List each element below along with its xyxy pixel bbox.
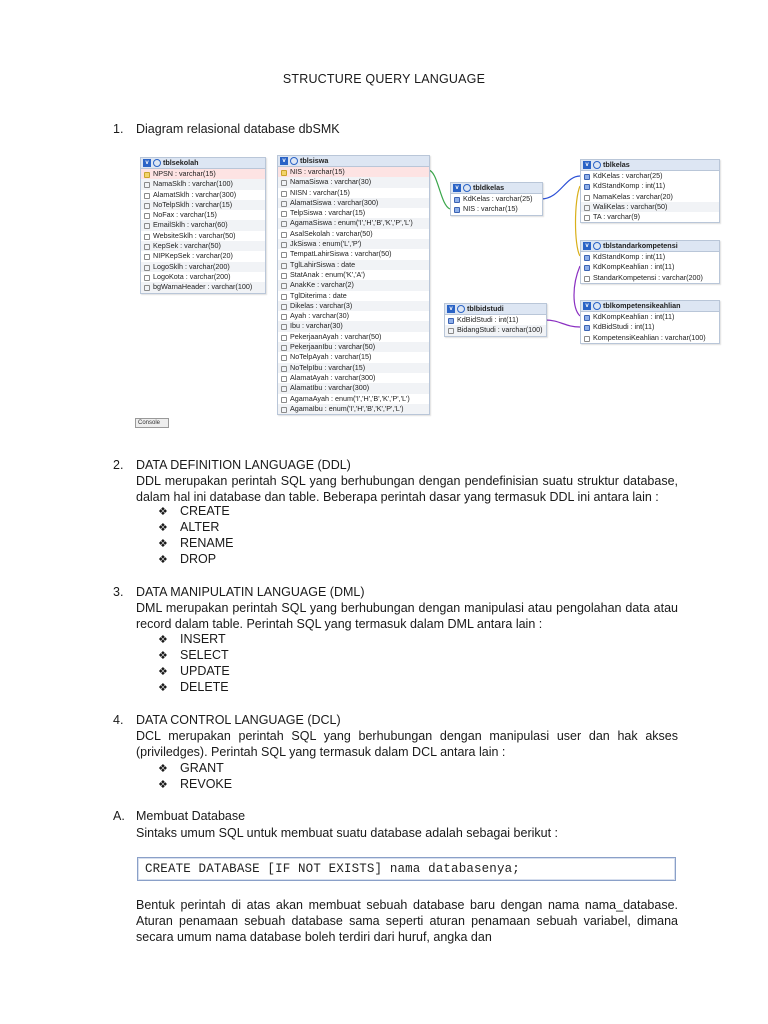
options-icon[interactable] bbox=[463, 184, 471, 192]
er-table-header[interactable] bbox=[581, 160, 719, 171]
er-field-row bbox=[278, 280, 429, 290]
field-icon bbox=[281, 211, 287, 217]
field-icon bbox=[281, 263, 287, 269]
diamond-bullet-icon: ❖ bbox=[158, 634, 168, 646]
field-icon bbox=[281, 366, 287, 372]
er-field-row bbox=[581, 312, 719, 322]
foreign-key-icon bbox=[584, 265, 590, 271]
foreign-key-icon bbox=[454, 207, 460, 213]
er-field-label: NIS : varchar(15) bbox=[290, 167, 345, 176]
er-field-row bbox=[278, 167, 429, 177]
er-field-row bbox=[141, 220, 265, 230]
primary-key-icon bbox=[281, 170, 287, 176]
foreign-key-icon bbox=[584, 315, 590, 321]
er-field-label: StatAnak : enum('K','A') bbox=[290, 269, 365, 279]
er-field-label: NIS : varchar(15) bbox=[463, 204, 518, 214]
er-table-name: tblbidstudi bbox=[467, 304, 504, 313]
options-icon[interactable] bbox=[457, 305, 465, 313]
diamond-bullet-icon: ❖ bbox=[158, 522, 168, 534]
er-field-row bbox=[581, 273, 719, 283]
section-a-text: Sintaks umum SQL untuk membuat suatu database adalah sebagai berikut : bbox=[136, 826, 559, 840]
section-number: 4. bbox=[113, 713, 124, 727]
section-3-heading bbox=[113, 585, 365, 599]
section-number: A. bbox=[113, 809, 125, 823]
list-item: ❖ CREATE bbox=[158, 504, 230, 518]
er-field-row bbox=[278, 291, 429, 301]
er-field-label: KdKompKeahlian : int(11) bbox=[593, 312, 675, 321]
er-field-row bbox=[581, 192, 719, 202]
er-table-header[interactable] bbox=[278, 156, 429, 167]
er-table-tblsiswa[interactable] bbox=[277, 155, 430, 415]
er-field-row bbox=[278, 218, 429, 228]
er-field-label: AlamatSiswa : varchar(300) bbox=[290, 197, 379, 207]
foreign-key-icon bbox=[584, 174, 590, 180]
er-field-row bbox=[581, 212, 719, 222]
er-table-name: tblkelas bbox=[603, 160, 630, 169]
collapse-toggle-icon[interactable]: v bbox=[280, 157, 288, 165]
options-icon[interactable] bbox=[593, 302, 601, 310]
er-field-row bbox=[278, 394, 429, 404]
er-field-label: AsalSekolah : varchar(50) bbox=[290, 228, 373, 238]
field-icon bbox=[144, 182, 150, 188]
er-field-row bbox=[278, 383, 429, 393]
er-table-tblsekolah[interactable] bbox=[140, 157, 266, 294]
field-icon bbox=[584, 215, 590, 221]
er-diagram bbox=[0, 0, 768, 440]
section-4-text: DCL merupakan perintah SQL yang berhubungan dengan manipulasi user dan hak akses (priviledges). Perintah SQL yang termasuk dalam DCL antara lain : bbox=[136, 729, 678, 759]
field-icon bbox=[144, 203, 150, 209]
er-field-row bbox=[278, 229, 429, 239]
er-table-header[interactable] bbox=[451, 183, 542, 194]
field-icon bbox=[584, 195, 590, 201]
er-table-header[interactable] bbox=[581, 301, 719, 312]
er-field-label: KdKelas : varchar(25) bbox=[463, 194, 533, 203]
er-field-row bbox=[278, 373, 429, 383]
field-icon bbox=[448, 328, 454, 334]
er-field-row bbox=[451, 204, 542, 214]
field-icon bbox=[281, 304, 287, 310]
er-field-label: Ayah : varchar(30) bbox=[290, 311, 349, 321]
er-field-row bbox=[278, 301, 429, 311]
er-field-row bbox=[141, 241, 265, 251]
er-field-row bbox=[278, 352, 429, 362]
field-icon bbox=[281, 294, 287, 300]
er-table-name: tbldkelas bbox=[473, 183, 505, 192]
er-table-tbldkelas[interactable] bbox=[450, 182, 543, 216]
er-field-label: LogoKota : varchar(200) bbox=[153, 271, 231, 281]
er-field-row bbox=[581, 252, 719, 262]
er-field-row bbox=[278, 249, 429, 259]
er-field-label: NPSN : varchar(15) bbox=[153, 169, 216, 178]
options-icon[interactable] bbox=[593, 161, 601, 169]
foreign-key-icon bbox=[584, 184, 590, 190]
diamond-bullet-icon: ❖ bbox=[158, 763, 168, 775]
list-item: ❖ DROP bbox=[158, 552, 217, 566]
field-icon bbox=[281, 345, 287, 351]
section-3-text: DML merupakan perintah SQL yang berhubungan dengan manipulasi atau pengolahan data atau record dalam table. Perintah SQL yang termasuk dalam DML antara lain : bbox=[136, 601, 678, 631]
field-icon bbox=[281, 283, 287, 289]
list-item: ❖ ALTER bbox=[158, 520, 220, 534]
field-icon bbox=[584, 336, 590, 342]
primary-key-icon bbox=[144, 172, 150, 178]
er-field-row bbox=[141, 179, 265, 189]
er-field-row bbox=[278, 404, 429, 414]
er-field-row bbox=[141, 210, 265, 220]
field-icon bbox=[281, 252, 287, 258]
section-number: 2. bbox=[113, 458, 124, 472]
section-2-heading bbox=[113, 458, 351, 472]
er-field-row bbox=[451, 194, 542, 204]
er-field-label: TglDiterima : date bbox=[290, 290, 347, 300]
list-item: ❖ DELETE bbox=[158, 680, 229, 694]
er-field-label: TelpSiswa : varchar(15) bbox=[290, 208, 366, 218]
er-field-label: TglLahirSiswa : date bbox=[290, 259, 356, 269]
field-icon bbox=[144, 213, 150, 219]
field-icon bbox=[281, 335, 287, 341]
er-field-label: KepSek : varchar(50) bbox=[153, 241, 221, 251]
collapse-toggle-icon[interactable]: v bbox=[583, 161, 591, 169]
er-table-tblkompetensikeahlian[interactable] bbox=[580, 300, 720, 344]
page-title: STRUCTURE QUERY LANGUAGE bbox=[282, 72, 486, 86]
er-field-label: KdBidStudi : int(11) bbox=[593, 322, 655, 332]
dml-command-list bbox=[158, 631, 230, 695]
er-field-row bbox=[278, 311, 429, 321]
relation-dkelas-kelas bbox=[541, 176, 580, 199]
collapse-toggle-icon[interactable]: v bbox=[583, 302, 591, 310]
er-table-header[interactable] bbox=[581, 241, 719, 252]
er-field-label: PekerjaanIbu : varchar(50) bbox=[290, 342, 376, 352]
er-field-label: NamaSiswa : varchar(30) bbox=[290, 177, 372, 187]
er-field-label: KdBidStudi : int(11) bbox=[457, 315, 519, 324]
er-field-label: NoTelpIbu : varchar(15) bbox=[290, 362, 366, 372]
er-field-row bbox=[581, 171, 719, 181]
section-number: 1. bbox=[113, 122, 124, 136]
foreign-key-icon bbox=[454, 197, 460, 203]
section-title: Diagram relasional database dbSMK bbox=[136, 122, 340, 136]
diamond-bullet-icon: ❖ bbox=[158, 650, 168, 662]
field-icon bbox=[281, 397, 287, 403]
er-field-label: KdStandKomp : int(11) bbox=[593, 181, 666, 191]
diamond-bullet-icon: ❖ bbox=[158, 554, 168, 566]
er-field-label: AlamatAyah : varchar(300) bbox=[290, 372, 376, 382]
section-2-text: DDL merupakan perintah SQL yang berhubungan dengan pendefinisian suatu struktur database, dalam hal ini database dan table. Beberapa perintah dasar yang termasuk DDL ini antara lain : bbox=[136, 474, 678, 504]
foreign-key-icon bbox=[584, 255, 590, 261]
field-icon bbox=[144, 275, 150, 281]
er-field-label: AnakKe : varchar(2) bbox=[290, 280, 354, 290]
field-icon bbox=[584, 205, 590, 211]
field-icon bbox=[281, 242, 287, 248]
er-field-label: BidangStudi : varchar(100) bbox=[457, 325, 543, 335]
er-field-label: Dikelas : varchar(3) bbox=[290, 300, 353, 310]
er-field-label: StandarKompetensi : varchar(200) bbox=[593, 272, 703, 282]
section-title: Membuat Database bbox=[136, 809, 246, 823]
er-field-row bbox=[141, 169, 265, 179]
er-field-label: KompetensiKeahlian : varchar(100) bbox=[593, 332, 706, 342]
er-field-label: KdStandKomp : int(11) bbox=[593, 252, 666, 261]
er-field-row bbox=[278, 239, 429, 249]
er-field-label: NoFax : varchar(15) bbox=[153, 210, 217, 220]
field-icon bbox=[281, 324, 287, 330]
er-field-label: AlamatIbu : varchar(300) bbox=[290, 383, 370, 393]
section-a-heading bbox=[113, 809, 245, 823]
er-field-row bbox=[278, 260, 429, 270]
field-icon bbox=[281, 201, 287, 207]
options-icon[interactable] bbox=[153, 159, 161, 167]
er-field-label: NamaSklh : varchar(100) bbox=[153, 179, 233, 189]
er-field-label: NamaKelas : varchar(20) bbox=[593, 191, 673, 201]
foreign-key-icon bbox=[448, 318, 454, 324]
field-icon bbox=[144, 193, 150, 199]
er-field-label: KdKompKeahlian : int(11) bbox=[593, 262, 675, 272]
diamond-bullet-icon: ❖ bbox=[158, 666, 168, 678]
ddl-command-list bbox=[158, 503, 233, 567]
closing-paragraph: Bentuk perintah di atas akan membuat sebuah database baru dengan nama nama_database. Aturan penamaan sebuah database sama seperti aturan penamaan sebuah variabel, dimana secara umum nama database boleh terdiri dari huruf, angka dan bbox=[136, 898, 678, 944]
er-field-label: AgamaAyah : enum('I','H','B','K','P','L') bbox=[290, 393, 410, 403]
field-icon bbox=[281, 232, 287, 238]
er-field-label: LogoSklh : varchar(200) bbox=[153, 261, 230, 271]
diamond-bullet-icon: ❖ bbox=[158, 779, 168, 791]
list-item: ❖ SELECT bbox=[158, 648, 229, 662]
field-icon bbox=[281, 407, 287, 413]
field-icon bbox=[144, 234, 150, 240]
foreign-key-icon bbox=[584, 325, 590, 331]
options-icon[interactable] bbox=[290, 157, 298, 165]
diamond-bullet-icon: ❖ bbox=[158, 506, 168, 518]
list-item: ❖ INSERT bbox=[158, 632, 226, 646]
er-field-row bbox=[445, 315, 546, 325]
collapse-toggle-icon[interactable]: v bbox=[453, 184, 461, 192]
field-icon bbox=[281, 386, 287, 392]
er-table-name: tblsekolah bbox=[163, 158, 199, 167]
field-icon bbox=[144, 244, 150, 250]
er-field-row bbox=[141, 200, 265, 210]
field-icon bbox=[584, 276, 590, 282]
er-table-name: tblsiswa bbox=[300, 156, 329, 165]
er-field-row bbox=[445, 325, 546, 335]
list-item: ❖ REVOKE bbox=[158, 777, 233, 791]
er-table-tblkelas[interactable] bbox=[580, 159, 720, 223]
list-item: ❖ GRANT bbox=[158, 761, 224, 775]
er-field-row bbox=[581, 202, 719, 212]
er-field-row bbox=[141, 190, 265, 200]
er-field-row bbox=[278, 177, 429, 187]
er-field-label: Ibu : varchar(30) bbox=[290, 321, 343, 331]
er-field-label: PekerjaanAyah : varchar(50) bbox=[290, 331, 382, 341]
field-icon bbox=[281, 273, 287, 279]
er-field-label: TA : varchar(9) bbox=[593, 212, 640, 222]
console-tab[interactable]: Console bbox=[135, 418, 169, 428]
er-field-label: JkSiswa : enum('L','P') bbox=[290, 239, 362, 249]
er-field-label: NoTelpSklh : varchar(15) bbox=[153, 199, 233, 209]
er-field-row bbox=[141, 282, 265, 292]
field-icon bbox=[281, 355, 287, 361]
list-item: ❖ UPDATE bbox=[158, 664, 230, 678]
er-field-row bbox=[278, 342, 429, 352]
section-number: 3. bbox=[113, 585, 124, 599]
er-field-label: KdKelas : varchar(25) bbox=[593, 171, 663, 180]
field-icon bbox=[281, 221, 287, 227]
field-icon bbox=[281, 180, 287, 186]
er-field-row bbox=[278, 208, 429, 218]
field-icon bbox=[144, 285, 150, 291]
er-table-name: tblstandarkompetensi bbox=[603, 241, 678, 250]
list-item: ❖ RENAME bbox=[158, 536, 234, 550]
field-icon bbox=[144, 254, 150, 260]
er-field-label: WebsiteSklh : varchar(50) bbox=[153, 230, 236, 240]
section-title: DATA CONTROL LANGUAGE (DCL) bbox=[136, 713, 341, 727]
er-field-label: NoTelpAyah : varchar(15) bbox=[290, 352, 372, 362]
diamond-bullet-icon: ❖ bbox=[158, 538, 168, 550]
er-field-row bbox=[141, 231, 265, 241]
er-field-row bbox=[581, 322, 719, 332]
er-table-tblstandarkompetensi[interactable] bbox=[580, 240, 720, 284]
code-block bbox=[137, 857, 676, 881]
er-table-header[interactable] bbox=[445, 304, 546, 315]
er-field-row bbox=[278, 198, 429, 208]
field-icon bbox=[144, 265, 150, 271]
er-field-label: NISN : varchar(15) bbox=[290, 187, 350, 197]
collapse-toggle-icon[interactable]: v bbox=[143, 159, 151, 167]
collapse-toggle-icon[interactable]: v bbox=[583, 242, 591, 250]
er-field-label: AgamaSiswa : enum('I','H','B','K','P','L') bbox=[290, 218, 413, 228]
section-title: DATA DEFINITION LANGUAGE (DDL) bbox=[136, 458, 351, 472]
er-field-row bbox=[278, 363, 429, 373]
er-table-name: tblkompetensikeahlian bbox=[603, 301, 681, 310]
collapse-toggle-icon[interactable]: v bbox=[447, 305, 455, 313]
er-field-label: AlamatSklh : varchar(300) bbox=[153, 189, 237, 199]
relation-bidstudi-keahlian bbox=[545, 320, 580, 327]
field-icon bbox=[281, 191, 287, 197]
er-table-header[interactable] bbox=[141, 158, 265, 169]
options-icon[interactable] bbox=[593, 242, 601, 250]
er-field-row bbox=[141, 272, 265, 282]
er-field-label: EmailSklh : varchar(60) bbox=[153, 220, 228, 230]
er-field-label: AgamaIbu : enum('I','H','B','K','P','L') bbox=[290, 403, 404, 413]
field-icon bbox=[281, 376, 287, 382]
er-table-tblbidstudi[interactable] bbox=[444, 303, 547, 337]
er-field-label: bgWarnaHeader : varchar(100) bbox=[153, 282, 253, 292]
dcl-command-list bbox=[158, 760, 232, 792]
er-field-label: NIPKepSek : varchar(20) bbox=[153, 251, 233, 261]
er-field-row bbox=[581, 181, 719, 191]
field-icon bbox=[144, 223, 150, 229]
er-field-row bbox=[141, 251, 265, 261]
er-field-row bbox=[278, 188, 429, 198]
er-field-row bbox=[278, 270, 429, 280]
section-4-heading bbox=[113, 713, 341, 727]
relation-siswa-dkelas bbox=[428, 170, 450, 209]
field-icon bbox=[281, 314, 287, 320]
section-title: DATA MANIPULATIN LANGUAGE (DML) bbox=[136, 585, 365, 599]
diamond-bullet-icon: ❖ bbox=[158, 682, 168, 694]
er-field-row bbox=[581, 262, 719, 272]
er-field-label: WaliKelas : varchar(50) bbox=[593, 201, 668, 211]
code-text: CREATE DATABASE [IF NOT EXISTS] nama databasenya; bbox=[145, 862, 520, 876]
er-field-row bbox=[581, 333, 719, 343]
er-field-row bbox=[278, 321, 429, 331]
er-field-label: TempatLahirSiswa : varchar(50) bbox=[290, 249, 392, 259]
er-field-row bbox=[278, 332, 429, 342]
er-field-row bbox=[141, 262, 265, 272]
